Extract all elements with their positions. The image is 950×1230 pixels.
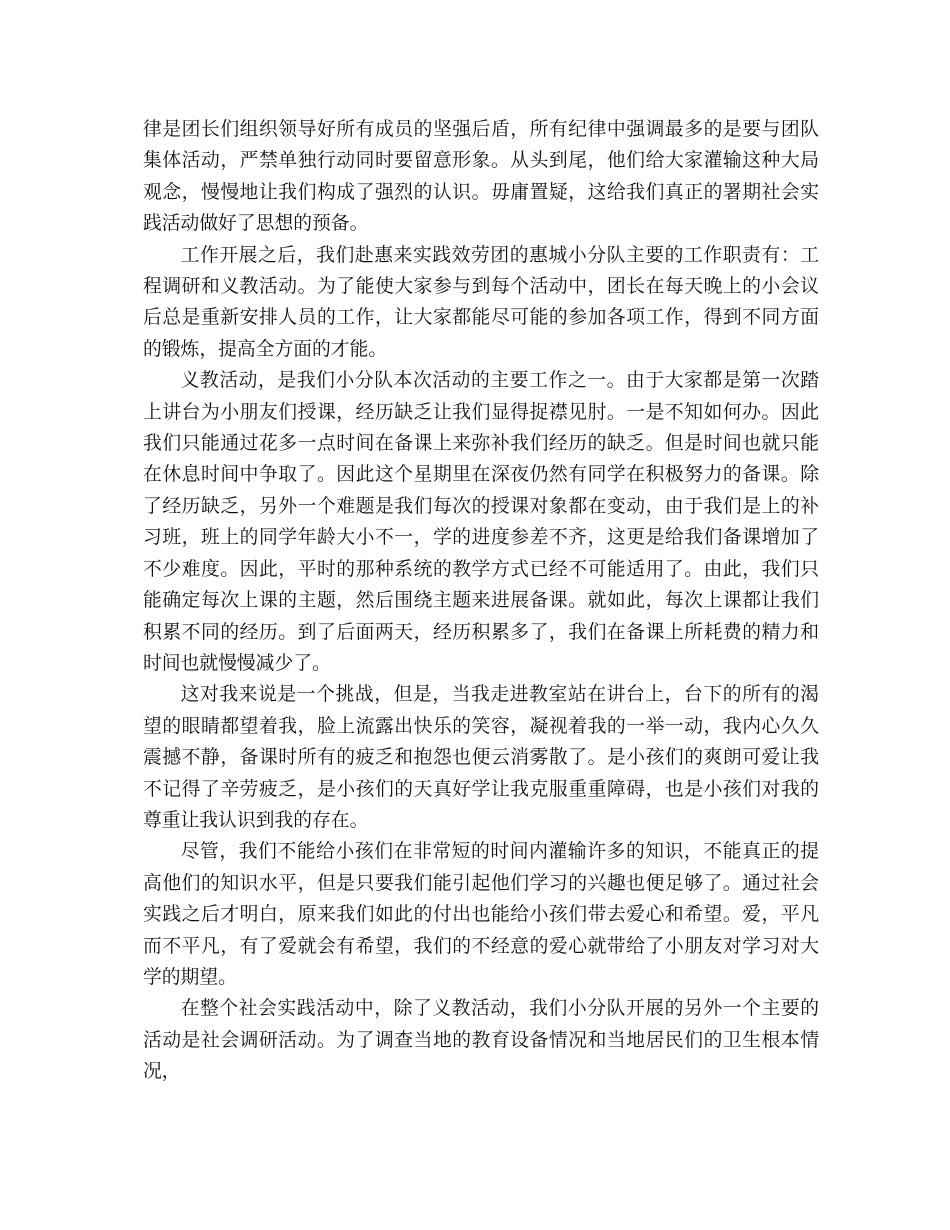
paragraph-5: 尽管，我们不能给小孩们在非常短的时间内灌输许多的知识，不能真正的提高他们的知识水平，但是只要我们能引起他们学习的兴趣也便足够了。通过社会实践之后才明白，原来我们如此的付出也能给小孩们带去爱心和希望。爱，平凡而不平凡，有了爱就会有希望，我们的不经意的爱心就带给了小朋友对学习对大学的期望。 [143,841,819,988]
paragraph-2: 工作开展之后，我们赴惠来实践效劳团的惠城小分队主要的工作职责有：工程调研和义教活动。为了能使大家参与到每个活动中，团长在每天晚上的小会议后总是重新安排人员的工作，让大家都能尽可能的参加各项工作，得到不同方面的锻炼，提高全方面的才能。 [143,244,819,360]
document-body [143,114,819,1088]
paragraph-4: 这对我来说是一个挑战，但是，当我走进教室站在讲台上，台下的所有的渴望的眼睛都望着我，脸上流露出快乐的笑容，凝视着我的一举一动，我内心久久震撼不静，备课时所有的疲乏和抱怨也便云消雾散了。是小孩们的爽朗可爱让我不记得了辛劳疲乏，是小孩们的天真好学让我克服重重障碍，也是小孩们对我的尊重让我认识到我的存在。 [143,684,819,831]
paragraph-3: 义教活动，是我们小分队本次活动的主要工作之一。由于大家都是第一次踏上讲台为小朋友们授课，经历缺乏让我们显得捉襟见肘。一是不知如何办。因此我们只能通过花多一点时间在备课上来弥补我们经历的缺乏。但是时间也就只能在休息时间中争取了。因此这个星期里在深夜仍然有同学在积极努力的备课。除了经历缺乏，另外一个难题是我们每次的授课对象都在变动，由于我们是上的补习班，班上的同学年龄大小不一，学的进度参差不齐，这更是给我们备课增加了不少难度。因此，平时的那种系统的教学方式已经不可能适用了。由此，我们只能确定每次上课的主题，然后围绕主题来进展备课。就如此，每次上课都让我们积累不同的经历。到了后面两天，经历积累多了，我们在备课上所耗费的精力和时间也就慢慢减少了。 [143,370,819,674]
paragraph-1: 律是团长们组织领导好所有成员的坚强后盾，所有纪律中强调最多的是要与团队集体活动，严禁单独行动同时要留意形象。从头到尾，他们给大家灌输这种大局观念，慢慢地让我们构成了强烈的认识。毋庸置疑，这给我们真正的署期社会实践活动做好了思想的预备。 [143,119,819,235]
paragraph-6: 在整个社会实践活动中，除了义教活动，我们小分队开展的另外一个主要的活动是社会调研活动。为了调查当地的教育设备情况和当地居民们的卫生根本情况， [143,998,819,1083]
